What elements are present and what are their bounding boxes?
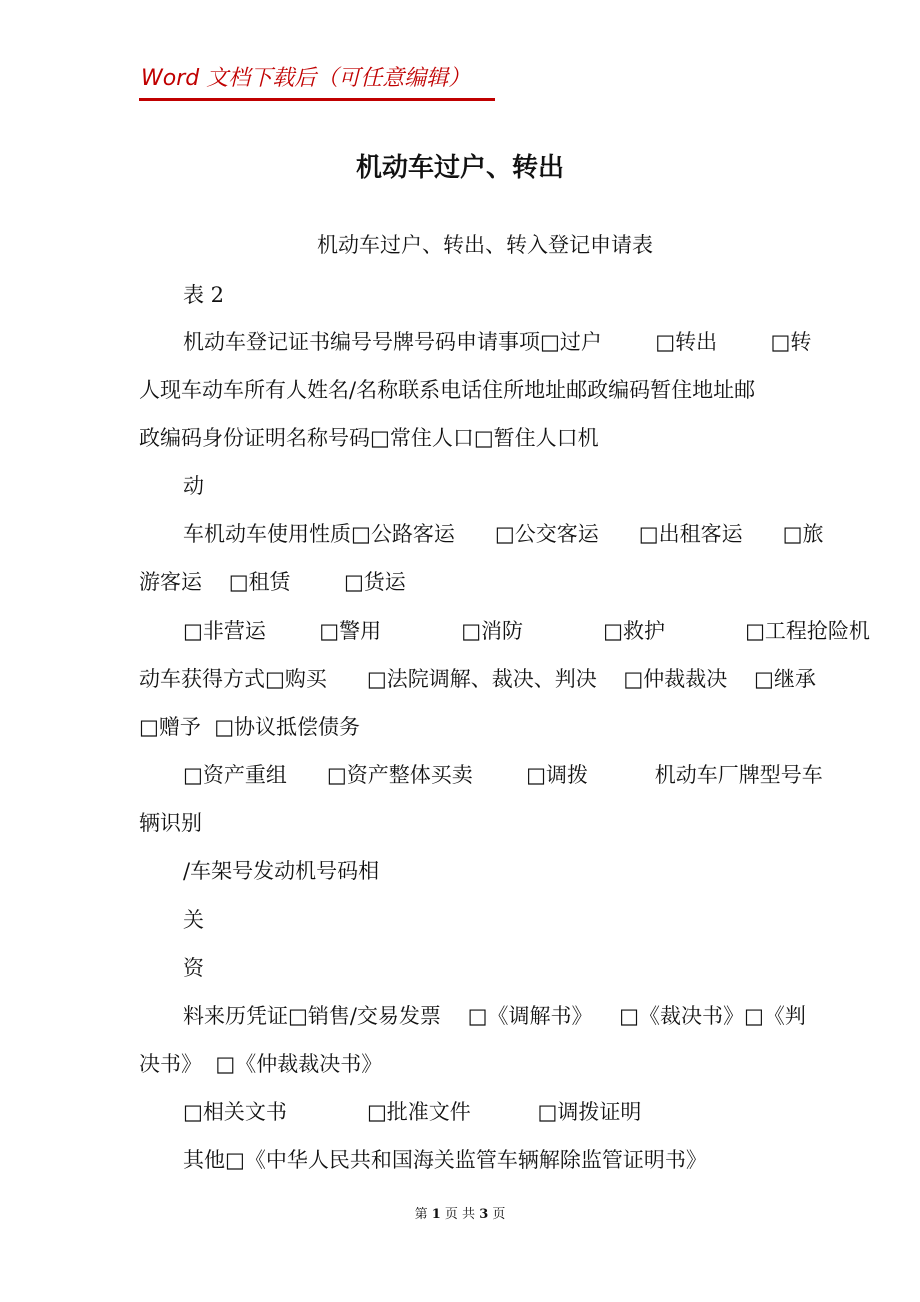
body-line: /车架号发动机号码相 xyxy=(183,859,380,883)
footer-middle: 页 共 xyxy=(444,1207,476,1222)
body-line: 关 xyxy=(183,908,204,932)
body-line: 决书》 □《仲裁裁决书》 xyxy=(139,1052,383,1076)
footer-current-page: 1 xyxy=(431,1207,441,1222)
footer-suffix: 页 xyxy=(492,1207,506,1222)
document-title: 机动车过户、转出 xyxy=(355,153,564,183)
page-footer xyxy=(0,1205,920,1225)
footer-prefix: 第 xyxy=(414,1207,428,1222)
body-line: 政编码身份证明名称号码□常住人口□暂住人口机 xyxy=(139,426,599,450)
body-line: 辆识别 xyxy=(139,811,202,835)
footer-total-pages: 3 xyxy=(479,1207,489,1222)
body-line: 表 2 xyxy=(183,283,225,307)
body-line: 料来历凭证□销售/交易发票 □《调解书》 □《裁决书》□《判 xyxy=(183,1004,806,1028)
body-line: 其他□《中华人民共和国海关监管车辆解除监管证明书》 xyxy=(183,1148,707,1172)
download-banner-text: Word 文档下载后（可任意编辑） xyxy=(141,66,471,91)
body-line: 游客运 □租赁 □货运 xyxy=(139,570,406,594)
body-line: □非营运 □警用 □消防 □救护 □工程抢险机 xyxy=(183,619,870,643)
body-line: 资 xyxy=(183,956,204,980)
body-line: □相关文书 □批准文件 □调拨证明 xyxy=(183,1100,642,1124)
body-line: 车机动车使用性质□公路客运 □公交客运 □出租客运 □旅 xyxy=(183,522,824,546)
body-line: □赠予 □协议抵偿债务 xyxy=(139,715,361,739)
form-subtitle: 机动车过户、转出、转入登记申请表 xyxy=(317,233,653,257)
body-line: 机动车登记证书编号号牌号码申请事项□过户 □转出 □转 xyxy=(183,330,812,354)
body-line: 人现车动车所有人姓名/名称联系电话住所地址邮政编码暂住地址邮 xyxy=(139,378,756,402)
body-line: 动 xyxy=(183,474,204,498)
body-line: 动车获得方式□购买 □法院调解、裁决、判决 □仲裁裁决 □继承 xyxy=(139,667,816,691)
body-line: □资产重组 □资产整体买卖 □调拨 机动车厂牌型号车 xyxy=(183,763,823,787)
download-banner xyxy=(139,64,495,101)
